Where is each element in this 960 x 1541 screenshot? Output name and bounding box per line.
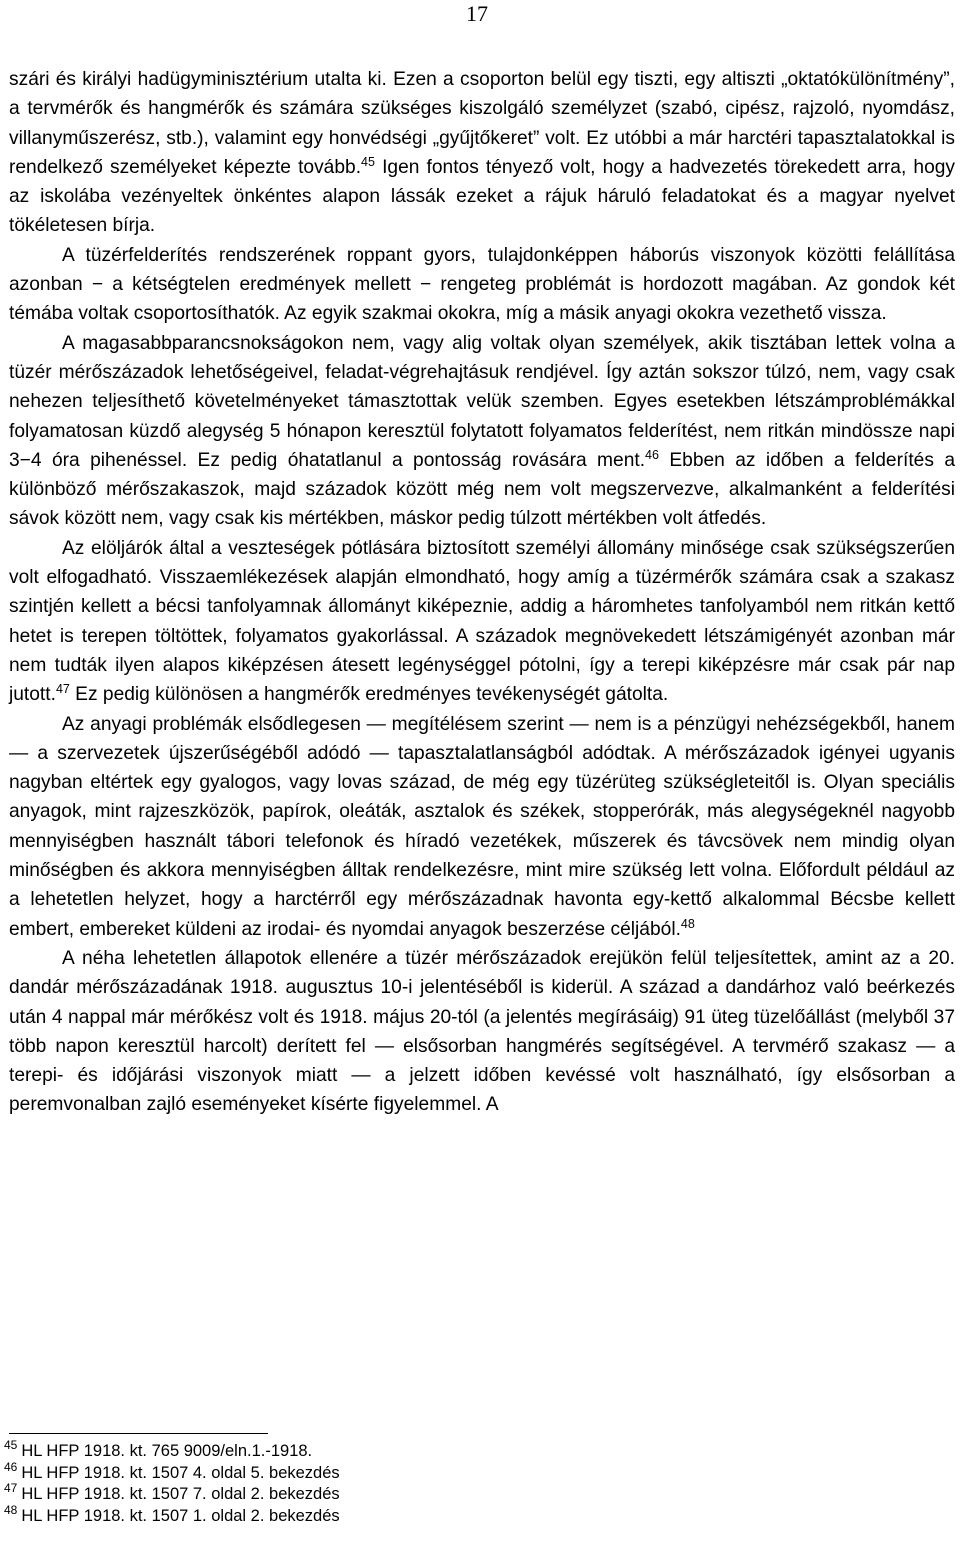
footnote-reference: 45 [361,154,375,169]
paragraph [9,944,955,1120]
footnote-text: HL HFP 1918. kt. 1507 7. oldal 2. bekezdés [21,1485,340,1503]
paragraph-text: A néha lehetetlen állapotok ellenére a tüzér mérőszázadok erejükön felül teljesítettek, amint az a 20. dandár mérőszázadának 1918. augusztus 10-i jelentéséből is kiderül. A század a dandárhoz való beérkezés után 4 nappal már mérőkész volt és 1918. május 20-tól (a jelentés megírásáig) 91 üteg tüzelőállást (melyből 37 több napon keresztül harcolt) derített fel — elsősorban hangmérés segítségével. A tervmérő szakasz — a terepi- és időjárási viszonyok miatt — a jelzett időben kevéssé volt használható, így elsősorban a peremvonalban zajló eseményeket kísérte figyelemmel. A [9,947,955,1116]
paragraph-text: Az elöljárók által a veszteségek pótlására biztosított személyi állomány minősége csak szükségszerűen volt elfogadható. Visszaemlékezések alapján elmondható, hogy amíg a tüzérmérők számára csak a szakasz szintjén kellett a bécsi tanfolyamnak állományt kiképeznie, addig a háromhetes tanfolyamból nem ritkán kettő hetet is terepen töltöttek, folyamatos gyakorlással. A századok megnövekedett létszámigényét azonban már nem tudták ilyen alapos kiképzésen átesett legénységgel pótolni, így a terepi kiképzésre már csak pár nap jutott. [9,537,955,706]
footnote-number: 48 [4,1502,18,1517]
paragraph-text: Az anyagi problémák elsődlegesen — megítélésem szerint — nem is a pénzügyi nehézségekből, hanem — a szervezetek újszerűségéből adódó — tapasztalatlanságból adódtak. A mérőszázadok igényei ugyanis nagyban eltértek egy gyalogos, vagy lovas század, de még egy tüzérüteg szükségleteitől is. Olyan speciális anyagok, mint rajzeszközök, papírok, oleáták, asztalok és székek, stopperórák, más alegységeknél nagyobb mennyiségben használt tábori telefonok és híradó vezetékek, műszerek és távcsövek nem mindig olyan minőségben és akkora mennyiségben álltak rendelkezésre, mint mire szükség lett volna. Előfordult például az a lehetetlen helyzet, hogy a harctérről egy mérőszázadnak havonta egy-kettő alkalommal Bécsbe kellett embert, embereket küldeni az irodai- és nyomdai anyagok beszerzése céljából. [9,713,955,940]
paragraph [9,710,955,944]
footnote [4,1438,340,1463]
footnote-number: 45 [4,1438,18,1452]
paragraph-text: A tüzérfelderítés rendszerének roppant gyors, tulajdonképpen háborús viszonyok közötti felállítása azonban − a kétségtelen eredmények mellett − rengeteg problémát is hordozott magában. Az gondok két témába voltak csoportosíthatók. Az egyik szakmai okokra, míg a másik anyagi okokra vezethető vissza. [9,244,955,325]
footnote-text: HL HFP 1918. kt. 1507 1. oldal 2. bekezdés [21,1506,340,1525]
paragraph [9,329,955,534]
body-text [9,65,955,1120]
footnote-reference: 48 [680,916,695,931]
footnote-text: HL HFP 1918. kt. 1507 4. oldal 5. bekezdés [21,1463,340,1482]
page-number: 17 [466,1,488,26]
footnote-text: HL HFP 1918. kt. 765 9009/eln.1.-1918. [21,1442,313,1460]
paragraph-text: A magasabbparancsnokságokon nem, vagy alig voltak olyan személyek, akik tisztában lettek volna a tüzér mérőszázadok lehetőségeivel, feladat-végrehajtásuk rendjével. Így aztán sokszor túlzó, nem, vagy csak nehezen teljesíthető követelményeket támasztottak velük szemben. Egyes esetekben létszámproblémákkal folyamatosan küzdő alegység 5 hónapon keresztül folytatott folyamatos felderítést, nem ritkán mindössze napi 3−4 óra pihenéssel. Ez pedig óhatatlanul a pontosság rovására ment. [9,332,955,471]
paragraph [9,65,955,241]
footnote [4,1502,340,1528]
footnote [4,1459,340,1485]
footnote-number: 47 [4,1481,18,1495]
paragraph-text: Ez pedig különösen a hangmérők eredményes tevékenységét gátolta. [69,684,669,706]
footnote [4,1481,340,1506]
paragraph-text: Ebben az időben a felderítés a különböző mérőszakaszok, majd századok között még nem volt megszervezve, alkalmanként a felderítési sávok között nem, vagy csak kis mértékben, máskor pedig túlzott mértékben volt átfedés. [9,449,955,530]
footnote-number: 46 [4,1459,18,1474]
paragraph-text: szári és királyi hadügyminisztérium utalta ki. Ezen a csoporton belül egy tiszti, egy altiszti „oktatókülönítmény”, a tervmérők és hangmérők és számára szükséges kiszolgáló személyzet (szabó, cipész, rajzoló, nyomdász, villanyműszerész, stb.), valamint egy honvédségi „gyűjtőkeret” volt. Ez utóbbi a már harctéri tapasztalatokkal is rendelkező személyeket képezte tovább. [9,69,955,178]
paragraph [9,241,955,329]
footnote-reference: 47 [55,682,70,697]
footnotes [4,1438,340,1527]
paragraph [9,534,955,710]
paragraph-text: Igen fontos tényező volt, hogy a hadvezetés törekedett arra, hogy az iskolába vezényeltek önkéntes alapon lássák ezeket a rájuk háruló feladatokat és a magyar nyelvet tökéletesen bírja. [9,156,956,237]
footnote-separator [9,1433,268,1434]
footnote-reference: 46 [645,447,659,462]
